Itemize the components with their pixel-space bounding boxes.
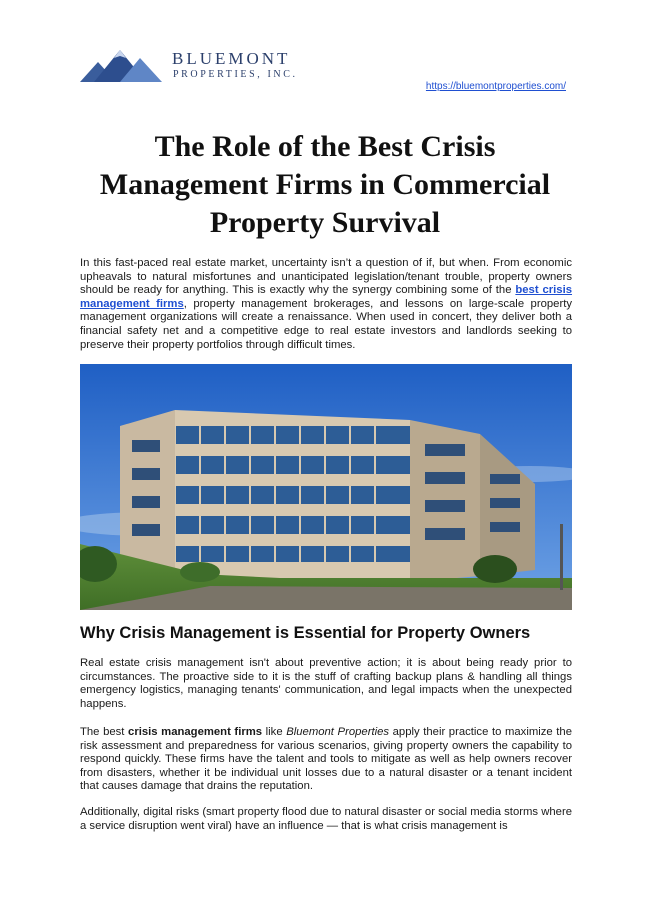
intro-paragraph [80, 257, 572, 352]
article-title: The Role of the Best Crisis Management Firms in Commercial Property Survival [99, 130, 551, 239]
company-subtitle: PROPERTIES, INC. [173, 69, 298, 80]
section-heading: Why Crisis Management is Essential for Property Owners [80, 624, 531, 642]
crisis-firms-link[interactable]: best crisis management firms [80, 284, 573, 310]
para3-company-name: Bluemont Properties [286, 726, 390, 738]
mountain-logo-icon [80, 44, 168, 84]
para3-text-c: apply their practice to maximize the risk assessment and preparedness for various scenarios, giving property owners the capability to respond quickly. These firms have the talent and tools to mitigate as well as help owners recover from disasters, whether it be individual unit losses due to a natural disaster or a tenant incident that causes damage that drains the reputation. [80, 726, 572, 793]
office-building-photo [80, 364, 572, 610]
intro-text-end: , property management brokerages, and lessons on large-scale property management organizations will create a renaissance. When used in concert, they deliver both a financial safety net and a competitive edge to real estate investors and landlords seeking to preserve their property portfolios through difficult times. [80, 297, 572, 351]
para3-text-b: like [262, 726, 287, 738]
paragraph-2: Real estate crisis management isn't about preventive action; it is about being ready prior to circumstances. The proactive side to it is the stuff of crafting backup plans & handling all things emergency logistics, managing tenants' communication, and legal impacts when the unexpected happens. [80, 657, 572, 710]
company-logo[interactable] [80, 44, 310, 88]
paragraph-3 [80, 726, 572, 794]
para3-text-a: The best [80, 726, 129, 738]
company-name: BLUEMONT [172, 49, 291, 68]
paragraph-4: Additionally, digital risks (smart property flood due to natural disaster or social media storms where a service disruption went viral) have an influence — that is what crisis management is [80, 806, 572, 832]
intro-text-start: In this fast-paced real estate market, uncertainty isn’t a question of if, but when. From economic upheavals to natural misfortunes and unanticipated legislation/tenant trouble, property owners should be ready for anything. This is exactly why the synergy combining some of the [80, 257, 572, 297]
para3-bold-term: crisis management firms [128, 726, 263, 738]
website-link[interactable]: https://bluemontproperties.com/ [425, 81, 566, 92]
